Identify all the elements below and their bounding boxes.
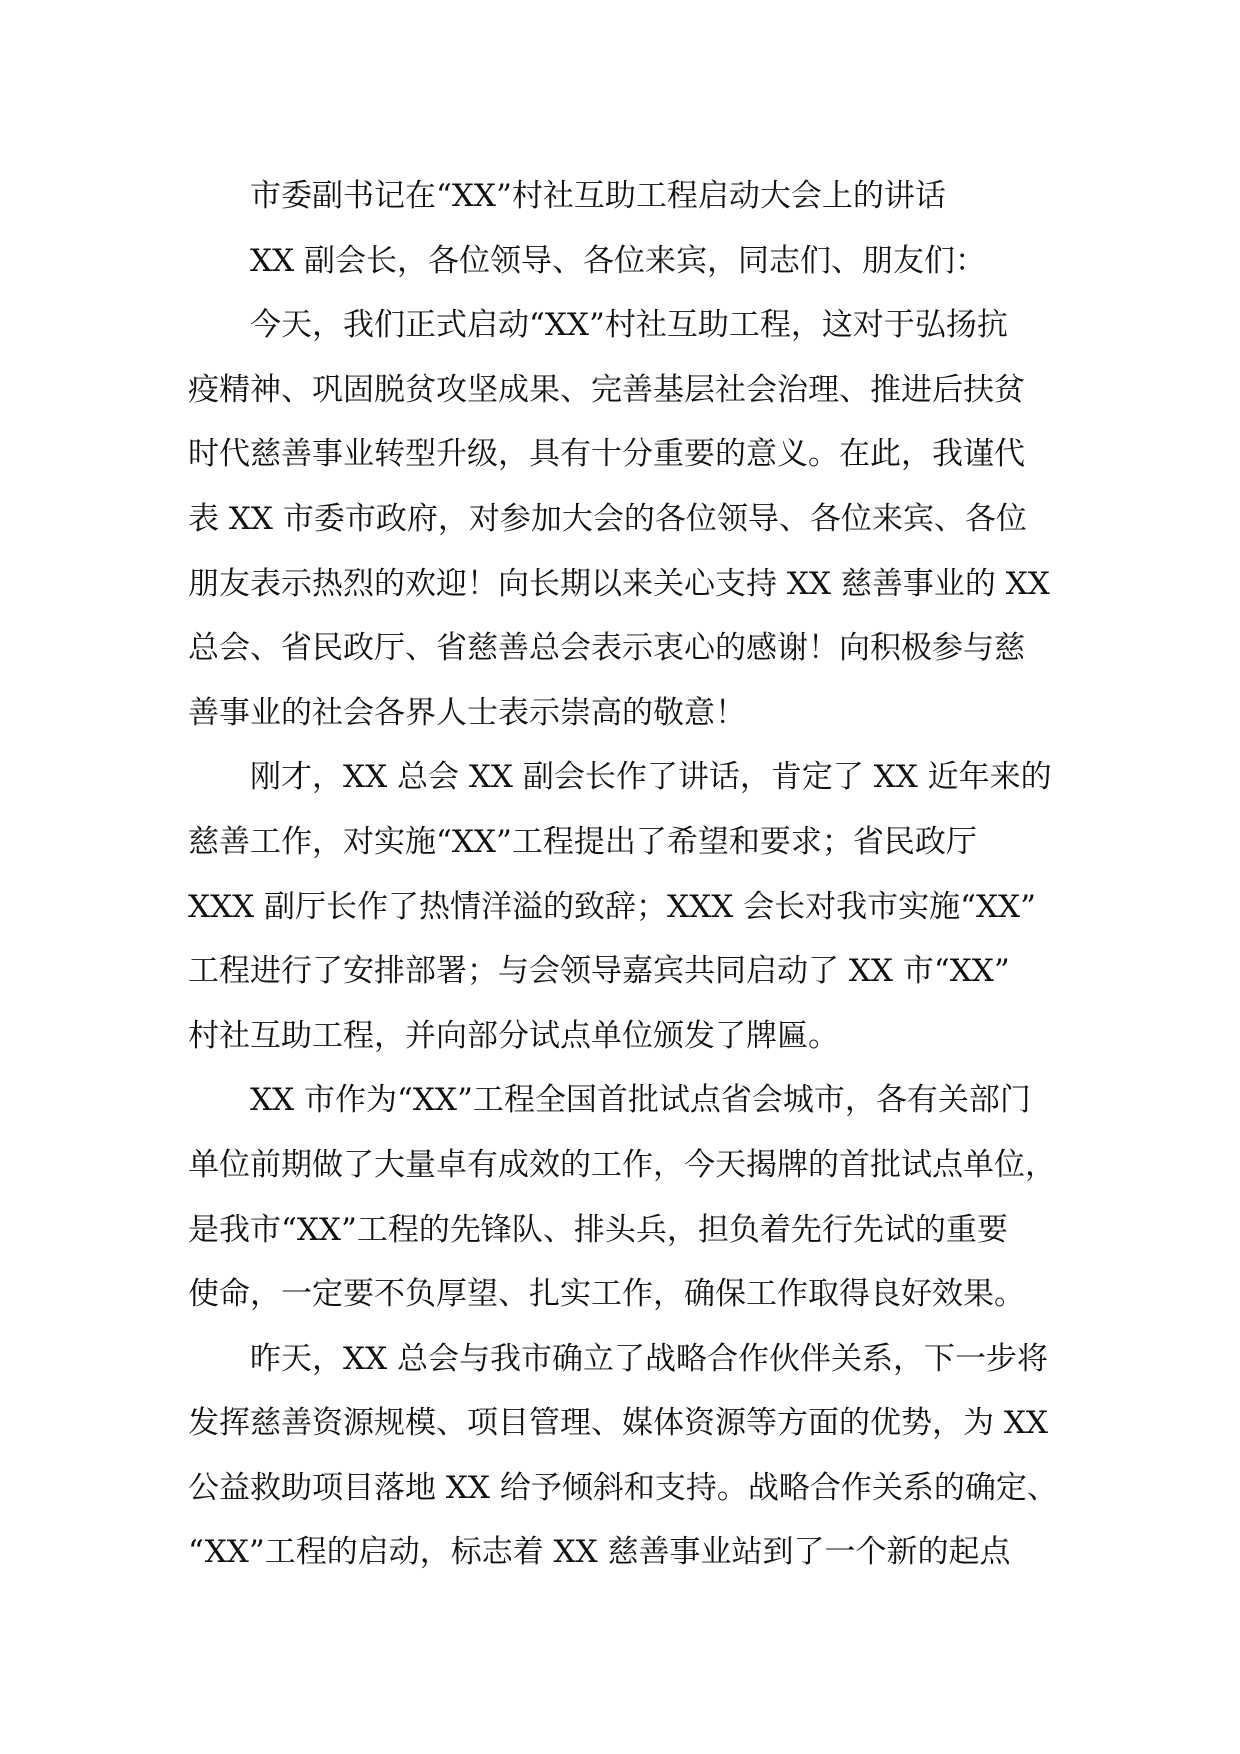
paragraph-line: 疫精神、巩固脱贫攻坚成果、完善基层社会治理、推进后扶贫: [188, 371, 1025, 408]
paragraph-line: 单位前期做了大量卓有成效的工作，今天揭牌的首批试点单位，: [188, 1146, 1056, 1183]
paragraph-line: 慈善工作，对实施“XX”工程提出了希望和要求；省民政厅: [188, 823, 977, 860]
paragraph-line: 时代慈善事业转型升级，具有十分重要的意义。在此，我谨代: [188, 436, 1025, 473]
paragraph-line: 是我市“XX”工程的先锋队、排头兵，担负着先行先试的重要: [188, 1211, 1008, 1248]
paragraph-line: 工程进行了安排部署；与会领导嘉宾共同启动了 XX 市“XX”: [188, 953, 1010, 990]
paragraph-line: 公益救助项目落地 XX 给予倾斜和支持。战略合作关系的确定、: [188, 1469, 1058, 1506]
paragraph-line: 朋友表示热烈的欢迎！向长期以来关心支持 XX 慈善事业的 XX: [188, 565, 1050, 602]
paragraph-line: 善事业的社会各界人士表示崇高的敬意！: [188, 694, 746, 731]
document-body: [188, 164, 1056, 1585]
paragraph-line: XX 市作为“XX”工程全国首批试点省会城市，各有关部门: [250, 1082, 1031, 1119]
paragraph-line: 村社互助工程，并向部分试点单位颁发了牌匾。: [188, 1017, 839, 1054]
paragraph-line: 使命，一定要不负厚望、扎实工作，确保工作取得良好效果。: [188, 1276, 1025, 1313]
paragraph-line: 总会、省民政厅、省慈善总会表示衷心的感谢！向积极参与慈: [188, 630, 1025, 667]
paragraph-line: 发挥慈善资源规模、项目管理、媒体资源等方面的优势，为 XX: [188, 1405, 1048, 1442]
paragraph-line: XXX 副厅长作了热情洋溢的致辞；XXX 会长对我市实施“XX”: [188, 888, 1036, 925]
document-title: 市委副书记在“XX”村社互助工程启动大会上的讲话: [250, 178, 946, 214]
paragraph-line: 昨天，XX 总会与我市确立了战略合作伙伴关系，下一步将: [250, 1340, 1048, 1377]
paragraph-line: 表 XX 市委市政府，对参加大会的各位领导、各位来宾、各位: [188, 500, 1027, 537]
paragraph-line: 今天，我们正式启动“XX”村社互助工程，这对于弘扬抗: [250, 307, 1008, 344]
paragraph-line: “XX”工程的启动，标志着 XX 慈善事业站到了一个新的起点: [188, 1534, 1011, 1571]
salutation: XX 副会长，各位领导、各位来宾，同志们、朋友们：: [250, 242, 986, 279]
paragraph-line: 刚才，XX 总会 XX 副会长作了讲话，肯定了 XX 近年来的: [250, 759, 1052, 796]
